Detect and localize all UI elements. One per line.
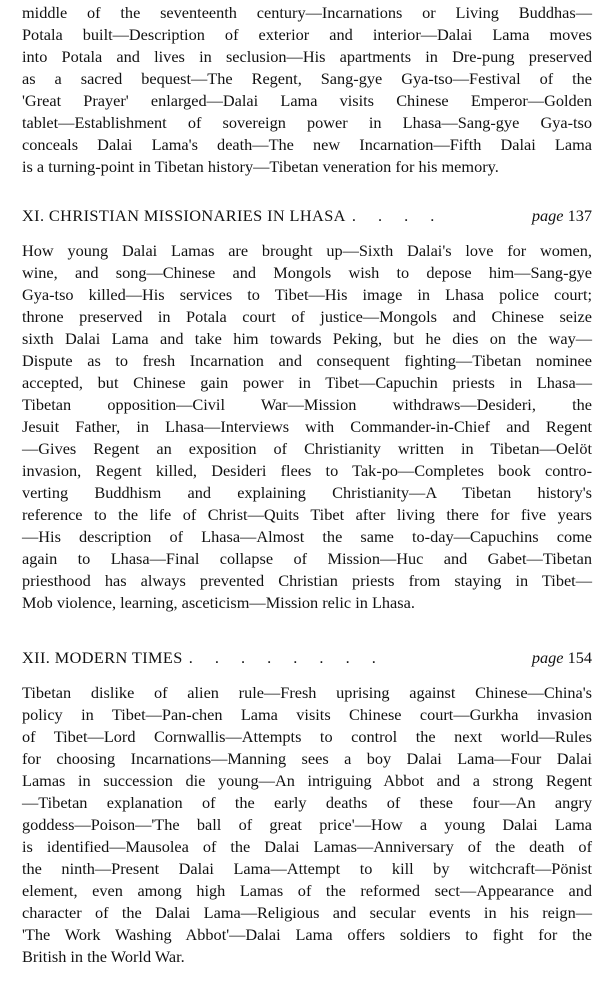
page-word: page [531,206,564,225]
text-line: reference to the life of Christ—Quits Tibet after living there for five years [22,505,592,524]
text-line: invasion, Regent killed, Desideri flees to Tak-po—Completes book contro- [22,461,592,480]
text-line: priesthood has always prevented Christian priests from staying in Tibet— [22,571,592,590]
text-line: is identified—Mausolea of the Dalai Lamas—Anniversary of the death of [22,837,592,856]
chapter-12-leader: . . . . . . . . [188,648,385,667]
chapter-12-heading [22,648,592,668]
text-line: sixth Dalai Lama and take him towards Peking, but he dies on the way— [22,329,592,348]
intro-paragraph [22,2,592,178]
page-word: page [531,648,564,667]
text-line: verting Buddhism and explaining Christianity—A Tibetan history's [22,483,592,502]
text-line: again to Lhasa—Final collapse of Mission—Huc and Gabet—Tibetan [22,549,592,568]
text-line: goddess—Poison—'The ball of great price'—How a young Dalai Lama [22,815,592,834]
text-line: element, even among high Lamas of the reformed sect—Appearance and [22,881,592,900]
text-line: tablet—Establishment of sovereign power in Lhasa—Sang-gye Gya-tso [22,113,592,132]
text-line: —His description of Lhasa—Almost the same to-day—Capuchins come [22,527,592,546]
text-line: Gya-tso killed—His services to Tibet—His image in Lhasa police court; [22,285,592,304]
chapter-12-summary [22,682,592,968]
chapter-11-page-ref [532,206,592,226]
chapter-11-leader: . . . . [351,206,444,225]
text-line: of Tibet—Lord Cornwallis—Attempts to control the next world—Rules [22,727,592,746]
text-line: character of the Dalai Lama—Religious and secular events in his reign— [22,903,592,922]
text-line: the ninth—Present Dalai Lama—Attempt to kill by witchcraft—Pönist [22,859,592,878]
text-line: into Potala and lives in seclusion—His apartments in Dre-pung preserved [22,47,592,66]
chapter-11-page-number: 137 [567,206,592,225]
text-line: 'The Work Washing Abbot'—Dalai Lama offers soldiers to fight for the [22,925,592,944]
text-line: middle of the seventeenth century—Incarnations or Living Buddhas— [22,3,592,22]
text-line: How young Dalai Lamas are brought up—Sixth Dalai's love for women, [22,241,592,260]
chapter-11-heading [22,206,592,226]
text-line: as a sacred bequest—The Regent, Sang-gye Gya-tso—Festival of the [22,69,592,88]
text-line: Mob violence, learning, asceticism—Mission relic in Lhasa. [22,593,415,612]
text-line: 'Great Prayer' enlarged—Dalai Lama visits Chinese Emperor—Golden [22,91,592,110]
text-line: Potala built—Description of exterior and interior—Dalai Lama moves [22,25,592,44]
text-line: —Tibetan explanation of the early deaths of these four—An angry [22,793,592,812]
text-line: Lamas in succession die young—An intriguing Abbot and a strong Regent [22,771,592,790]
chapter-12-page-number: 154 [567,648,592,667]
chapter-11-title: XI. CHRISTIAN MISSIONARIES IN LHASA [22,206,346,225]
text-line: —Gives Regent an exposition of Christianity written in Tibetan—Oelöt [22,439,592,458]
chapter-12-title: XII. MODERN TIMES [22,648,183,667]
text-line: is a turning-point in Tibetan history—Tibetan veneration for his memory. [22,157,499,176]
chapter-12-page-ref [532,648,592,668]
text-line: policy in Tibet—Pan-chen Lama visits Chinese court—Gurkha invasion [22,705,592,724]
text-line: Jesuit Father, in Lhasa—Interviews with Commander-in-Chief and Regent [22,417,592,436]
text-line: Dispute as to fresh Incarnation and consequent fighting—Tibetan nominee [22,351,592,370]
text-line: Tibetan dislike of alien rule—Fresh uprising against Chinese—China's [22,683,592,702]
chapter-11-summary [22,240,592,614]
text-line: accepted, but Chinese gain power in Tibet—Capuchin priests in Lhasa— [22,373,592,392]
text-line: British in the World War. [22,947,185,966]
text-line: conceals Dalai Lama's death—The new Incarnation—Fifth Dalai Lama [22,135,592,154]
text-line: throne preserved in Potala court of justice—Mongols and Chinese seize [22,307,592,326]
text-line: wine, and song—Chinese and Mongols wish to depose him—Sang-gye [22,263,592,282]
text-line: for choosing Incarnations—Manning sees a boy Dalai Lama—Four Dalai [22,749,592,768]
text-line: Tibetan opposition—Civil War—Mission withdraws—Desideri, the [22,395,592,414]
